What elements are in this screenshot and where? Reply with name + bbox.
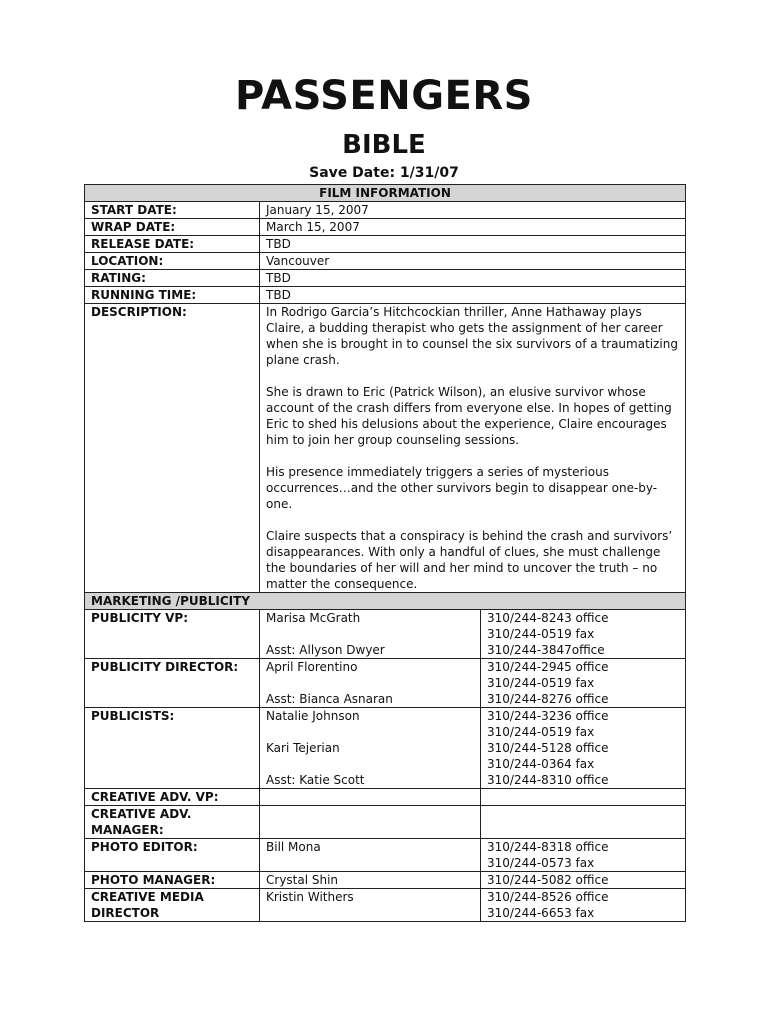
contact-row	[85, 889, 686, 922]
contact-names-cell	[260, 839, 481, 872]
contact-numbers-cell	[481, 789, 686, 806]
film-info-label: WRAP DATE:	[85, 219, 260, 236]
save-date: Save Date: 1/31/07	[309, 165, 459, 181]
contact-names-cell	[260, 789, 481, 806]
contact-numbers-cell	[481, 889, 686, 922]
description-paragraph: In Rodrigo Garcia’s Hitchcockian thriller, Anne Hathaway plays Claire, a budding therapist who gets the assignment of her career when she is brought in to counsel the six survivors of a traumatizing plane crash.	[266, 305, 678, 367]
film-info-row	[85, 287, 686, 304]
marketing-header-row	[85, 593, 686, 610]
contact-phone: 310/244-8243 office	[487, 611, 609, 625]
description-paragraph: His presence immediately triggers a series of mysterious occurrences…and the other survivors begin to disappear one-by-one.	[266, 465, 658, 511]
film-info-row	[85, 219, 686, 236]
contact-phone: 310/244-6653 fax	[487, 906, 595, 920]
description-label: DESCRIPTION:	[85, 304, 260, 593]
contact-row	[85, 839, 686, 872]
contact-phone: 310/244-0364 fax	[487, 757, 595, 771]
description-paragraph: Claire suspects that a conspiracy is behind the crash and survivors’ disappearances. With only a handful of clues, she must challenge the boundaries of her will and her mind to uncover the truth – no matter the consequence.	[266, 529, 673, 591]
contact-row	[85, 872, 686, 889]
contact-phone: 310/244-8318 office	[487, 840, 609, 854]
contact-numbers-cell	[481, 610, 686, 659]
contact-phone: 310/244-8310 office	[487, 773, 609, 787]
film-info-row	[85, 253, 686, 270]
contact-name: Marisa McGrath	[266, 611, 361, 625]
film-info-label: RELEASE DATE:	[85, 236, 260, 253]
film-information-heading: FILM INFORMATION	[85, 185, 686, 202]
film-info-value: March 15, 2007	[260, 219, 686, 236]
contact-phone: 310/244-3236 office	[487, 709, 609, 723]
contact-numbers-cell	[481, 872, 686, 889]
contact-phone: 310/244-5128 office	[487, 741, 609, 755]
contact-name: Crystal Shin	[266, 873, 339, 887]
blank-line	[266, 756, 474, 772]
film-info-label: RUNNING TIME:	[85, 287, 260, 304]
contact-numbers-cell	[481, 839, 686, 872]
blank-line	[266, 724, 474, 740]
contact-phone: 310/244-0573 fax	[487, 856, 595, 870]
blank-line	[266, 626, 474, 642]
contact-phone: 310/244-2945 office	[487, 660, 609, 674]
contact-role-label: CREATIVE MEDIA DIRECTOR	[85, 889, 260, 922]
film-info-label: START DATE:	[85, 202, 260, 219]
film-info-value: January 15, 2007	[260, 202, 686, 219]
contact-name: Kari Tejerian	[266, 741, 340, 755]
document-subtitle: BIBLE	[342, 130, 426, 160]
contact-names-cell	[260, 872, 481, 889]
document-title: PASSENGERS	[235, 73, 533, 119]
contact-phone: 310/244-0519 fax	[487, 627, 595, 641]
contact-names-cell	[260, 708, 481, 789]
contact-row	[85, 659, 686, 708]
film-info-value: TBD	[260, 236, 686, 253]
film-bible-table	[84, 184, 686, 922]
contact-name: Kristin Withers	[266, 890, 354, 904]
contact-name: Asst: Bianca Asnaran	[266, 692, 393, 706]
film-info-label: LOCATION:	[85, 253, 260, 270]
contact-row	[85, 806, 686, 839]
contact-phone: 310/244-0519 fax	[487, 725, 595, 739]
contact-phone: 310/244-8526 office	[487, 890, 609, 904]
description-text	[260, 304, 686, 593]
film-info-value: TBD	[260, 287, 686, 304]
contact-names-cell	[260, 889, 481, 922]
contact-name: Asst: Katie Scott	[266, 773, 365, 787]
contact-row	[85, 610, 686, 659]
contact-numbers-cell	[481, 708, 686, 789]
contact-role-label: CREATIVE ADV. MANAGER:	[85, 806, 260, 839]
contact-numbers-cell	[481, 659, 686, 708]
contact-role-label: PHOTO MANAGER:	[85, 872, 260, 889]
contact-row	[85, 708, 686, 789]
contact-role-label: CREATIVE ADV. VP:	[85, 789, 260, 806]
contact-names-cell	[260, 806, 481, 839]
film-information-header-row	[85, 185, 686, 202]
film-info-value: TBD	[260, 270, 686, 287]
marketing-publicity-heading: MARKETING /PUBLICITY	[85, 593, 686, 610]
contact-row	[85, 789, 686, 806]
contact-phone: 310/244-0519 fax	[487, 676, 595, 690]
description-paragraph: She is drawn to Eric (Patrick Wilson), an elusive survivor whose account of the crash differs from everyone else. In hopes of getting Eric to shed his delusions about the experience, Claire encourages him to join her group counseling sessions.	[266, 385, 672, 447]
film-info-value: Vancouver	[260, 253, 686, 270]
contact-names-cell	[260, 610, 481, 659]
contact-name: Asst: Allyson Dwyer	[266, 643, 385, 657]
contact-role-label: PUBLICITY VP:	[85, 610, 260, 659]
contact-role-label: PHOTO EDITOR:	[85, 839, 260, 872]
contact-name: April Florentino	[266, 660, 358, 674]
contact-phone: 310/244-8276 office	[487, 692, 609, 706]
contact-name: Bill Mona	[266, 840, 321, 854]
contact-phone: 310/244-5082 office	[487, 873, 609, 887]
film-info-row	[85, 236, 686, 253]
blank-line	[266, 675, 474, 691]
film-info-row	[85, 270, 686, 287]
contact-name: Natalie Johnson	[266, 709, 360, 723]
film-info-label: RATING:	[85, 270, 260, 287]
contact-phone: 310/244-3847office	[487, 643, 605, 657]
film-info-row	[85, 202, 686, 219]
description-row	[85, 304, 686, 593]
contact-numbers-cell	[481, 806, 686, 839]
contact-role-label: PUBLICISTS:	[85, 708, 260, 789]
contact-names-cell	[260, 659, 481, 708]
contact-role-label: PUBLICITY DIRECTOR:	[85, 659, 260, 708]
